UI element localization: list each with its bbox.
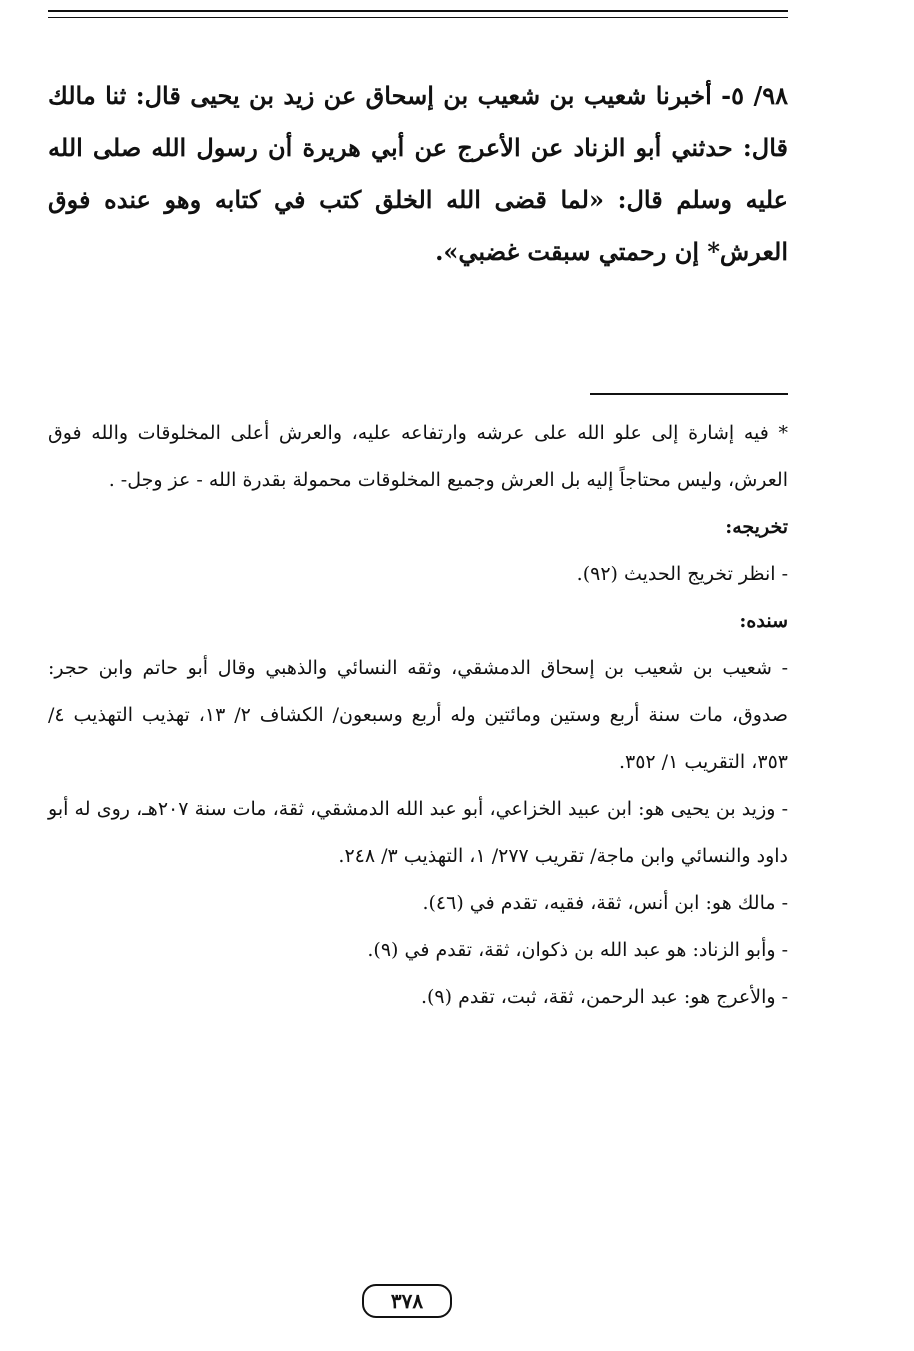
hadith-text: ٩٨/ ٥- أخبرنا شعيب بن شعيب بن إسحاق عن زيد بن يحيى قال: ثنا مالك قال: حدثني أبو الزناد عن الأعرج عن أبي هريرة أن رسول الله صلى الله عليه وسلم قال: «لما قضى الله الخلق كتب في كتابه وهو عنده فوق العرش* إن رحمتي سبقت غضبي». (48, 81, 788, 266)
hadith-text-block (48, 70, 788, 278)
header-rule-thin (48, 17, 788, 18)
takhrij-item: - انظر تخريج الحديث (٩٢). (576, 563, 788, 585)
sanad-item: - والأعرج هو: عبد الرحمن، ثقة، ثبت، تقدم (٩). (420, 986, 788, 1008)
sanad-item: - وزيد بن يحيى هو: ابن عبيد الخزاعي، أبو عبد الله الدمشقي، ثقة، مات سنة ٢٠٧هـ، روى له أبو داود والنسائي وابن ماجة/ تقريب ٢٧٧/ ١، التهذيب ٣/ ٢٤٨. (48, 798, 789, 867)
header-rule-thick (48, 10, 788, 12)
sanad-heading: سنده: (739, 610, 788, 632)
footnote-text: * فيه إشارة إلى علو الله على عرشه وارتفاعه عليه، والعرش أعلى المخلوقات والله فوق العرش، وليس محتاجاً إليه بل العرش وجميع المخلوقات محمولة بقدرة الله - عز وجل- . (48, 422, 788, 491)
page-number: ٣٧٨ (362, 1284, 452, 1318)
footnote-separator (590, 393, 788, 395)
sanad-item: - وأبو الزناد: هو عبد الله بن ذكوان، ثقة، تقدم في (٩). (367, 939, 788, 961)
sanad-item: - شعيب بن شعيب بن إسحاق الدمشقي، وثقه النسائي والذهبي وقال أبو حاتم وابن حجر: صدوق، مات سنة أربع وستين ومائتين وله أربع وسبعون/ الكشاف ٢/ ١٣، تهذيب التهذيب ٤/ ٣٥٣، التقريب ١/ ٣٥٢. (48, 657, 788, 773)
notes-block (48, 410, 788, 1021)
takhrij-heading: تخريجه: (725, 516, 788, 538)
sanad-item: - مالك هو: ابن أنس، ثقة، فقيه، تقدم في (٤٦). (422, 892, 788, 914)
